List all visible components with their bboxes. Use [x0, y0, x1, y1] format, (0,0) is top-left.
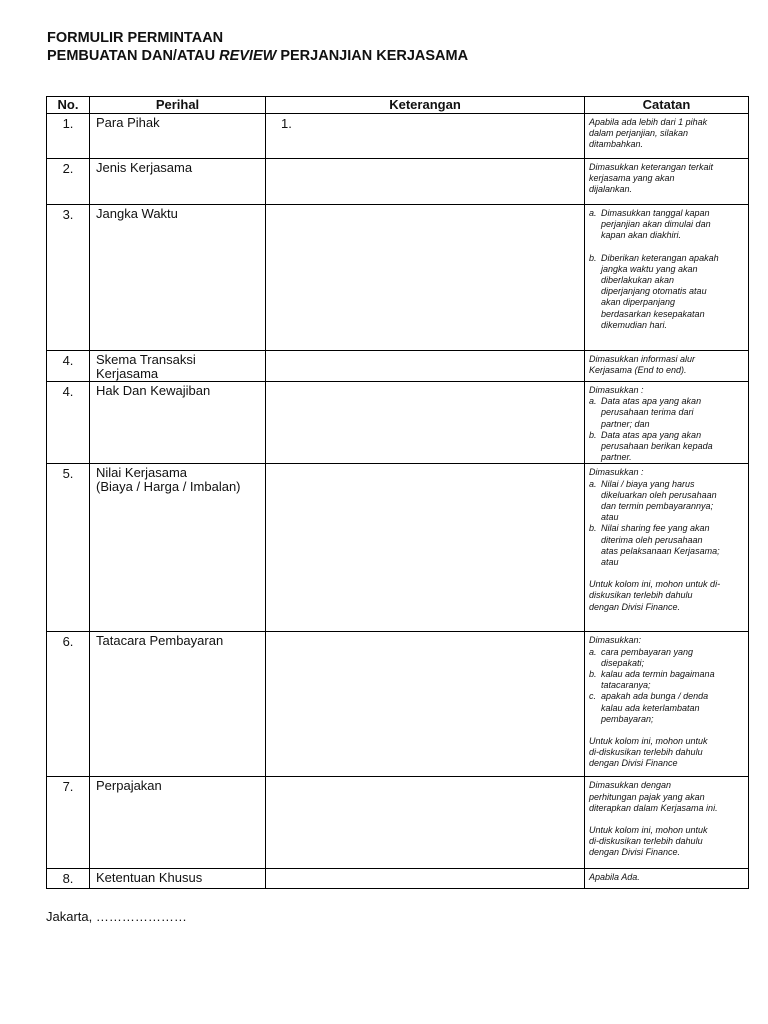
catatan-line: dijalankan. [589, 184, 633, 195]
header-catatan: Catatan [585, 97, 749, 114]
cell-catatan [585, 777, 749, 869]
cell-perihal [90, 159, 266, 205]
perihal-line: Para Pihak [96, 115, 160, 130]
catatan-line: Data atas apa yang akan [601, 396, 702, 407]
catatan-line: perjanjian akan dimulai dan [601, 219, 711, 230]
catatan-line: Dimasukkan : [589, 467, 644, 478]
catatan-line: Dimasukkan : [589, 385, 644, 395]
cell-perihal [90, 205, 266, 351]
cell-perihal [90, 632, 266, 777]
catatan-list-item [589, 430, 742, 464]
perihal-line: Hak Dan Kewajiban [96, 383, 211, 398]
cell-keterangan[interactable] [266, 382, 585, 464]
title-line-2-italic: REVIEW [219, 48, 277, 64]
catatan-line: pembayaran; [601, 713, 654, 724]
catatan-line: Apabila Ada. [589, 872, 640, 883]
perihal-line: Kerjasama [96, 366, 159, 381]
list-item-text [601, 669, 715, 691]
cell-keterangan[interactable]: 1. [266, 114, 585, 159]
catatan-line: Nilai / biaya yang harus [601, 478, 695, 489]
title-line-2 [47, 47, 468, 65]
cell-keterangan[interactable] [266, 869, 585, 889]
list-item-text [601, 253, 719, 331]
list-item-text [601, 396, 701, 430]
document-title [47, 29, 468, 65]
title-line-2-post: PERJANJIAN KERJASAMA [276, 48, 469, 64]
cell-no: 4. [47, 351, 90, 382]
cell-keterangan[interactable] [266, 777, 585, 869]
list-marker: b. [589, 523, 597, 534]
table-row [47, 464, 749, 632]
catatan-line: dalam perjanjian, silakan [589, 128, 689, 139]
place-date-line: Jakarta, ………………… [46, 909, 187, 924]
cell-catatan [585, 351, 749, 382]
list-marker: a. [589, 478, 597, 489]
cell-no: 7. [47, 777, 90, 869]
catatan-line: Untuk kolom ini, mohon untuk di- [589, 579, 721, 590]
catatan-spacer [589, 725, 742, 736]
catatan-line: Untuk kolom ini, mohon untuk [589, 825, 708, 836]
catatan-line: diterapkan dalam Kerjasama ini. [589, 802, 718, 813]
list-item-text [601, 430, 713, 464]
catatan-line: perusahaan berikan kepada [601, 441, 713, 452]
perihal-line: Perpajakan [96, 778, 162, 794]
catatan-list-item [589, 647, 742, 669]
cell-keterangan[interactable] [266, 351, 585, 382]
cell-no: 6. [47, 632, 90, 777]
cell-keterangan[interactable] [266, 632, 585, 777]
list-item-text [601, 208, 711, 242]
cell-no: 4. [47, 382, 90, 464]
cell-catatan [585, 114, 749, 159]
list-marker: a. [589, 396, 597, 407]
catatan-line: diperjanjang otomatis atau [601, 286, 707, 297]
cell-perihal [90, 114, 266, 159]
list-marker: a. [589, 208, 597, 218]
table-header-row [47, 97, 749, 114]
catatan-line: Dimasukkan informasi alur [589, 354, 696, 364]
catatan-spacer [589, 814, 742, 825]
catatan-line: diberlakukan akan [601, 275, 675, 286]
catatan-line: Apabila ada lebih dari 1 pihak [589, 117, 708, 127]
table-row [47, 632, 749, 777]
catatan-line: partner. [601, 452, 632, 463]
list-item-text [601, 691, 708, 725]
catatan-line: dengan Divisi Finance [589, 758, 678, 769]
cell-perihal [90, 777, 266, 869]
cell-catatan [585, 869, 749, 889]
catatan-list-item [589, 253, 742, 331]
cell-catatan [585, 632, 749, 777]
catatan-spacer [589, 242, 742, 253]
perihal-line: Jangka Waktu [96, 206, 178, 221]
list-marker: a. [589, 646, 597, 657]
catatan-line: diterima oleh perusahaan [601, 534, 703, 545]
catatan-line: partner; dan [601, 418, 650, 429]
header-keterangan: Keterangan [266, 97, 585, 114]
catatan-line: disepakati; [601, 657, 645, 668]
cell-keterangan[interactable] [266, 159, 585, 205]
catatan-line: atau [601, 557, 619, 568]
catatan-line: Dimasukkan dengan [589, 780, 672, 791]
catatan-line: kalau ada termin bagaimana [601, 669, 715, 680]
cell-no: 8. [47, 869, 90, 889]
cell-perihal [90, 464, 266, 632]
catatan-line: atas pelaksanaan Kerjasama; [601, 545, 720, 556]
list-item-text [601, 523, 720, 568]
cell-perihal [90, 351, 266, 382]
list-marker: c. [589, 691, 597, 702]
catatan-line: dengan Divisi Finance. [589, 847, 681, 858]
catatan-line: berdasarkan kesepakatan [601, 308, 705, 319]
catatan-line: kapan akan diakhiri. [601, 230, 682, 241]
catatan-list-item [589, 208, 742, 242]
title-line-2-pre: PEMBUATAN DAN/ATAU [47, 48, 220, 64]
perihal-line: Skema Transaksi [96, 352, 196, 367]
catatan-line: atau [601, 512, 619, 523]
list-item-text [601, 647, 693, 669]
cell-perihal [90, 382, 266, 464]
list-marker: b. [589, 252, 597, 263]
table-row [47, 205, 749, 351]
catatan-list-item [589, 523, 742, 568]
catatan-line: dikeluarkan oleh perusahaan [601, 489, 717, 500]
table-body [47, 114, 749, 889]
table-row [47, 114, 749, 159]
perihal-line: Ketentuan Khusus [96, 870, 203, 886]
cell-no: 2. [47, 159, 90, 205]
title-line-1: FORMULIR PERMINTAAN [47, 30, 224, 46]
catatan-line: di-diskusikan terlebih dahulu [589, 836, 703, 847]
catatan-list-item [589, 691, 742, 725]
request-form-table [46, 96, 749, 889]
table-row [47, 351, 749, 382]
catatan-line: Dimasukkan: [589, 635, 642, 646]
perihal-line: Tatacara Pembayaran [96, 633, 224, 649]
cell-catatan [585, 159, 749, 205]
catatan-line: perhitungan pajak yang akan [589, 791, 705, 802]
catatan-line: di-diskusikan terlebih dahulu [589, 747, 703, 758]
list-item-text [601, 479, 717, 524]
list-marker: b. [589, 429, 597, 440]
catatan-spacer [589, 568, 742, 579]
catatan-line: dikemudian hari. [601, 319, 668, 330]
cell-no: 3. [47, 205, 90, 351]
catatan-line: Kerjasama (End to end). [589, 365, 687, 376]
catatan-list-item [589, 396, 742, 430]
table-row [47, 869, 749, 889]
catatan-line: apakah ada bunga / denda [601, 691, 709, 702]
catatan-line: Dimasukkan keterangan terkait [589, 162, 714, 172]
cell-catatan [585, 382, 749, 464]
catatan-line: jangka waktu yang akan [601, 263, 698, 274]
catatan-line: dengan Divisi Finance. [589, 601, 681, 612]
catatan-line: ditambahkan. [589, 139, 644, 150]
catatan-line: Nilai sharing fee yang akan [601, 523, 710, 534]
cell-perihal [90, 869, 266, 889]
catatan-line: dan termin pembayarannya; [601, 501, 714, 512]
cell-catatan [585, 464, 749, 632]
catatan-list-item [589, 669, 742, 691]
cell-keterangan[interactable] [266, 205, 585, 351]
cell-keterangan[interactable] [266, 464, 585, 632]
table-row [47, 382, 749, 464]
perihal-line: Nilai Kerjasama [96, 465, 188, 481]
cell-no: 1. [47, 114, 90, 159]
cell-catatan [585, 205, 749, 351]
header-perihal: Perihal [90, 97, 266, 114]
perihal-line: (Biaya / Harga / Imbalan) [96, 479, 241, 495]
header-no: No. [47, 97, 90, 114]
catatan-line: akan diperpanjang [601, 297, 676, 308]
catatan-line: Dimasukkan tanggal kapan [601, 208, 710, 218]
catatan-line: kalau ada keterlambatan [601, 702, 700, 713]
table-row [47, 159, 749, 205]
catatan-line: Data atas apa yang akan [601, 429, 702, 440]
catatan-line: tatacaranya; [601, 680, 651, 691]
catatan-line: Untuk kolom ini, mohon untuk [589, 736, 708, 747]
catatan-line: perusahaan terima dari [601, 407, 694, 418]
catatan-list-item [589, 479, 742, 524]
catatan-line: diskusikan terlebih dahulu [589, 590, 693, 601]
catatan-line: Diberikan keterangan apakah [601, 252, 719, 263]
catatan-line: cara pembayaran yang [601, 646, 694, 657]
catatan-line: kerjasama yang akan [589, 173, 675, 184]
list-marker: b. [589, 669, 597, 680]
table-row [47, 777, 749, 869]
cell-no: 5. [47, 464, 90, 632]
perihal-line: Jenis Kerjasama [96, 160, 193, 175]
